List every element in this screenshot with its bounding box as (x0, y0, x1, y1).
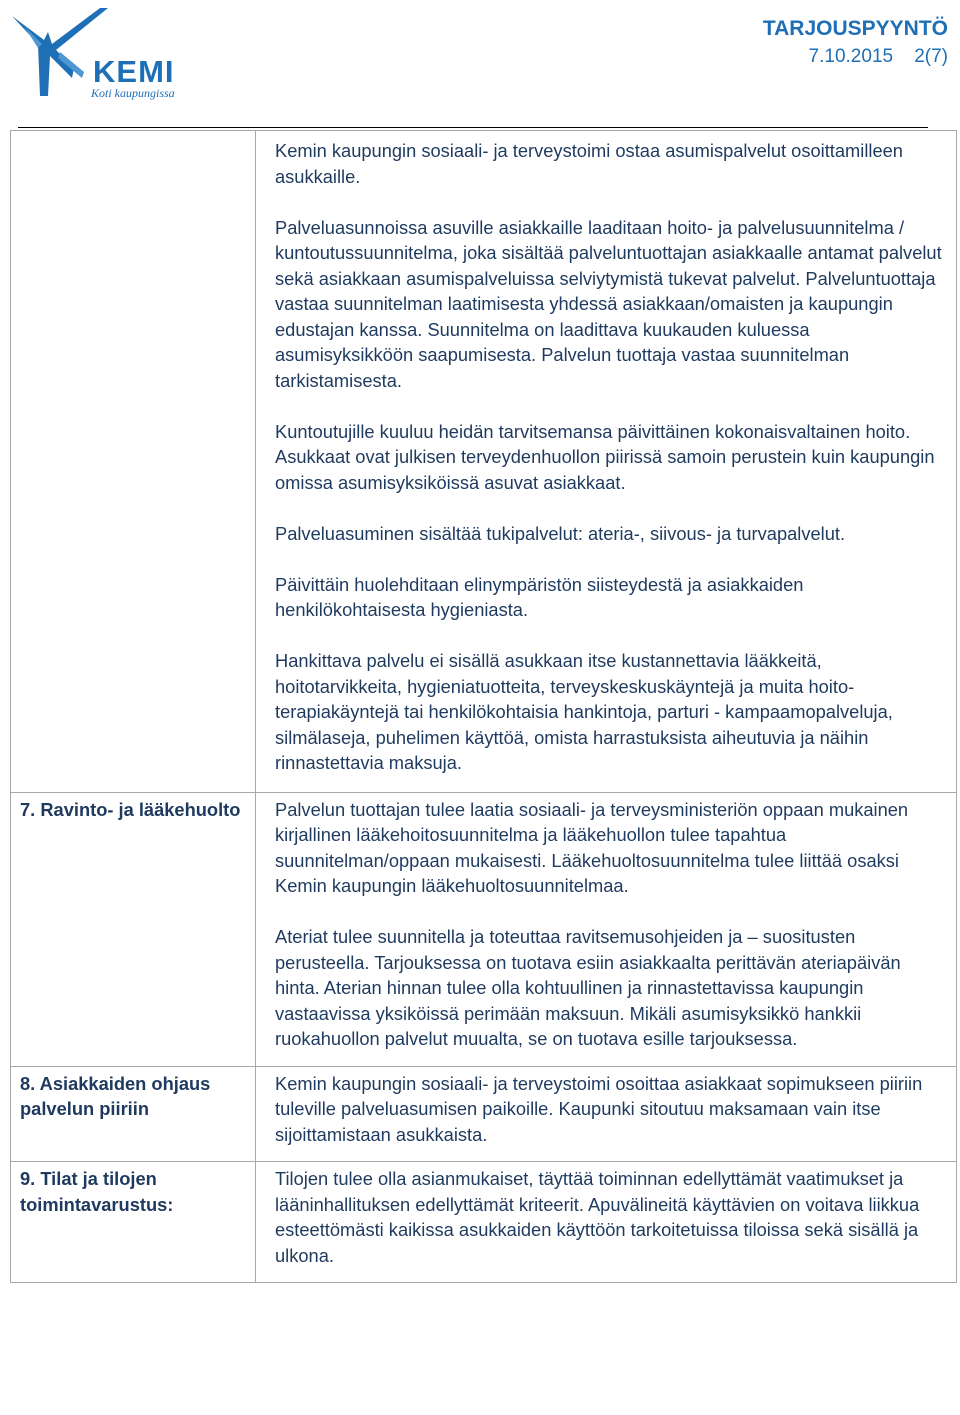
kemi-logo (4, 4, 194, 104)
section-row (11, 1162, 957, 1283)
document-date: 7.10.2015 (808, 46, 894, 67)
section-label (11, 131, 256, 793)
document-meta (809, 46, 948, 68)
section-row (11, 131, 957, 793)
section-paragraph: Palveluasunnoissa asuville asiakkaille laaditaan hoito- ja palvelusuunnitelma / kuntoutussuunnitelma, joka sisältää palveluntuottajan asiakkaalle antamat palvelut sekä asiakkaan asumispalveluissa selviytymistä tukevat palvelut. Palveluntuottaja vastaa suunnitelman laatimisesta yhdessä asiakkaan/omaisten ja kaupungin edustajan kanssa. Suunnitelma on laadittava kuukauden kuluessa asumisyksikköön saapumisesta. Palvelun tuottaja vastaa suunnitelman tarkistamisesta. (275, 216, 942, 391)
section-paragraph: Kemin kaupungin sosiaali- ja terveystoimi ostaa asumispalvelut osoittamilleen asukkaille. (275, 140, 903, 187)
section-content (256, 1066, 957, 1162)
section-paragraph: Kuntoutujille kuuluu heidän tarvitsemansa päivittäinen kokonaisvaltainen hoito. Asukkaat ovat julkisen terveydenhuollon piirissä samoin perustein kuin kaupungin omissa asumisyksiköissä asuvat asiakkaat. (275, 420, 935, 493)
section-label: 8. Asiakkaiden ohjaus palvelun piiriin (11, 1066, 256, 1162)
section-label: 9. Tilat ja tilojen toimintavarustus: (11, 1162, 256, 1283)
section-content (256, 131, 957, 793)
document-title: TARJOUSPYYNTÖ (762, 17, 948, 40)
section-paragraph: Tilojen tulee olla asianmukaiset, täyttää toiminnan edellyttämät vaatimukset ja lääninhallituksen edellyttämät kriteerit. Apuvälineitä käyttävien on voitava liikkua esteettömästi kaikissa asukkaiden käyttöön tarkoitetuissa tiloissa sekä sisällä ja ulkona. (275, 1168, 920, 1266)
page-number: 2(7) (914, 46, 948, 67)
section-table-body (11, 131, 957, 1283)
section-paragraph: Ateriat tulee suunnitella ja toteuttaa ravitsemusohjeiden ja – suositusten perusteella. Tarjouksessa on tuotava esiin asiakkaalta perittävän ateriapäivän hinta. Aterian hinnan tulee olla kohtuullinen ja rinnastettavissa kaupungin vastaavissa yksiköissä perimään maksuun. Mikäli asumisyksikkö hankkii ruokahuollon palvelut muualta, se on tuotava esille tarjouksessa. (275, 926, 901, 1049)
section-paragraph: Hankittava palvelu ei sisällä asukkaan itse kustannettavia lääkkeitä, hoitotarvikkeita, hygieniatuotteita, terveyskeskuskäyntejä ja muita hoito- terapiakäyntejä tai henkilökohtaisia hankintoja, parturi - kampaamopalveluja, silmälaseja, puhelimen käyttöä, omista harrastuksista aiheutuvia ja näihin rinnastettavia maksuja. (275, 650, 893, 773)
section-paragraph: Palvelun tuottajan tulee laatia sosiaali- ja terveysministeriön oppaan mukainen kirjallinen lääkehoitosuunnitelma ja lääkehuollon tulee tapahtua suunnitelman/oppaan mukaisesti. Lääkehuoltosuunnitelma tulee liittää osaksi Kemin kaupungin lääkehuoltosuunnitelmaa. (275, 798, 909, 896)
header-divider (18, 127, 928, 128)
section-content (256, 792, 957, 1066)
section-content (256, 1162, 957, 1283)
logo-wordmark: KEMI (93, 54, 175, 89)
logo-tagline: Koti kaupungissa (91, 86, 175, 100)
section-paragraph: Kemin kaupungin sosiaali- ja terveystoimi osoittaa asiakkaat sopimukseen piiriin tuleville palveluasumisen paikoille. Kaupunki sitoutuu maksamaan vain itse sijoittamistaan asukkaista. (275, 1072, 923, 1145)
section-table (10, 130, 957, 1283)
section-label: 7. Ravinto- ja lääkehuolto (11, 792, 256, 1066)
section-row (11, 792, 957, 1066)
section-row (11, 1066, 957, 1162)
section-paragraph: Palveluasuminen sisältää tukipalvelut: ateria-, siivous- ja turvapalvelut. (275, 522, 846, 544)
section-paragraph: Päivittäin huolehditaan elinympäristön siisteydestä ja asiakkaiden henkilökohtaisesta hygieniasta. (275, 573, 804, 620)
